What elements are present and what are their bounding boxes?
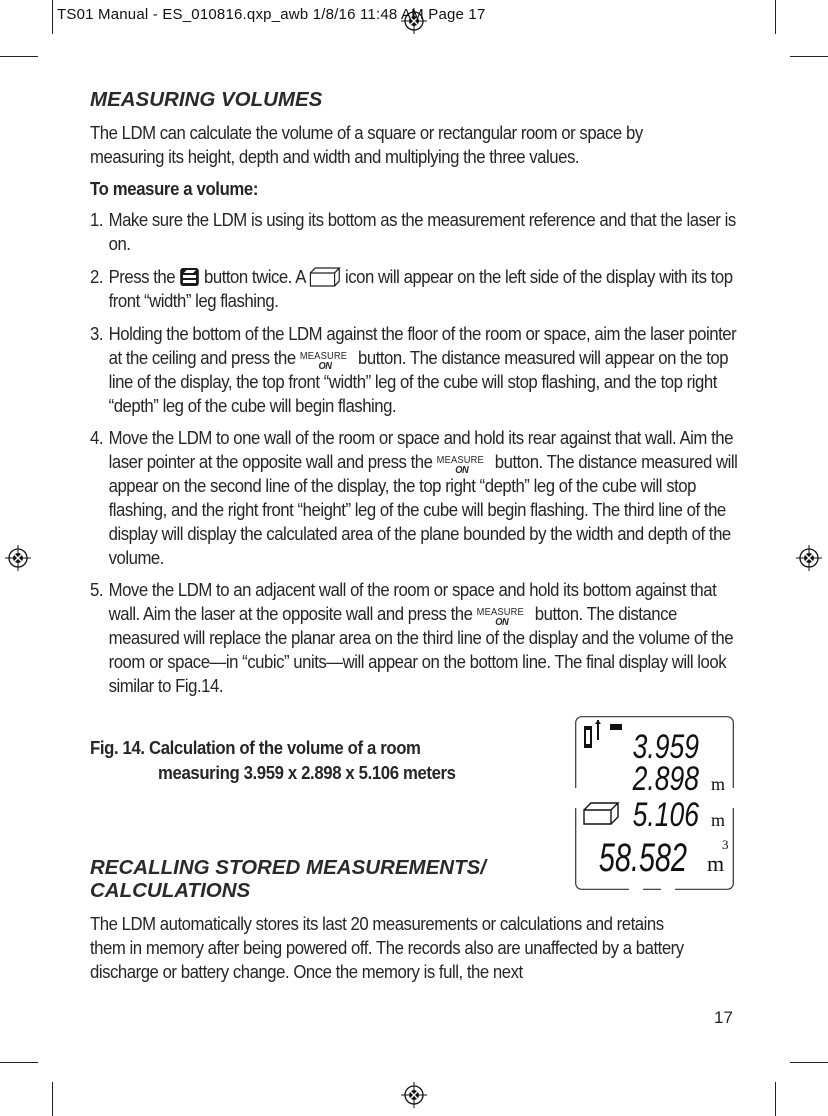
step-number: 2. xyxy=(90,267,104,287)
measure-on-button-label: MEASURE ON xyxy=(299,351,348,372)
step-text: Holding the bottom of the LDM against the floor of the room or space, aim the laser pointer at the ceiling and press the xyxy=(108,324,737,368)
lcd-line-1: 3.959 xyxy=(632,727,699,766)
step-4 xyxy=(90,426,741,570)
page-number: 17 xyxy=(714,1008,733,1027)
heading-recalling-line-2: CALCULATIONS xyxy=(90,879,251,902)
registration-mark-icon xyxy=(5,545,31,571)
step-text: Move the LDM to one wall of the room or space and hold its rear against that wall. Aim the laser pointer at the opposite wall and press the xyxy=(108,428,733,472)
lcd-display-figure xyxy=(575,716,734,890)
step-1 xyxy=(90,208,741,256)
step-text: button. The distance measured will appear on the second line of the display, the top right “depth” leg of the cube will stop flashing, and the right front “height” leg of the cube will begin flashing. The third line of the display will display the calculated area of the plane bounded by the width and depth of the volume. xyxy=(108,452,738,568)
step-number: 3. xyxy=(90,324,104,344)
lcd-line-2: 2.898 xyxy=(632,759,699,798)
crop-mark xyxy=(0,1062,38,1063)
measure-on-button-label: MEASURE ON xyxy=(436,455,484,476)
step-5 xyxy=(90,578,741,698)
step-3 xyxy=(90,322,741,418)
intro-paragraph: The LDM can calculate the volume of a square or rectangular room or space by measuring its height, depth and width and multiplying the three values. xyxy=(90,123,643,167)
step-text: Press the xyxy=(108,267,176,287)
lcd-unit: m xyxy=(707,851,725,876)
step-text: button. The distance measured will appear on the top line of the display, the top front “width” leg of the cube will stop flashing, and the top right “depth” leg of the cube will begin flashing. xyxy=(108,348,729,416)
crop-mark xyxy=(775,0,776,34)
step-number: 1. xyxy=(90,210,104,230)
step-text: Make sure the LDM is using its bottom as the measurement reference and that the laser is on. xyxy=(108,210,736,254)
heading-recalling-line-1: RECALLING STORED MEASUREMENTS/ xyxy=(90,856,486,879)
step-text: Move the LDM to an adjacent wall of the room or space and hold its bottom against that wall. Aim the laser at the opposite wall and press the xyxy=(108,580,717,624)
volume-button-icon xyxy=(179,267,199,287)
registration-mark-icon xyxy=(401,1082,427,1108)
lcd-line-3: 5.106 xyxy=(632,795,699,834)
crop-mark xyxy=(0,56,38,57)
lcd-unit: m xyxy=(711,774,726,794)
crop-mark xyxy=(52,1082,53,1116)
crop-mark xyxy=(790,1062,828,1063)
crop-mark xyxy=(775,1082,776,1116)
laser-on-indicator xyxy=(610,724,622,730)
step-number: 5. xyxy=(90,580,104,600)
measure-on-button-label: MEASURE ON xyxy=(476,607,524,628)
lcd-line-4: 58.582 xyxy=(598,835,687,881)
figure-caption-line-2: measuring 3.959 x 2.898 x 5.106 meters xyxy=(158,763,456,783)
step-text: button twice. A xyxy=(203,267,305,287)
heading-measuring-volumes: MEASURING VOLUMES xyxy=(90,88,323,111)
figure-caption-line-1: Fig. 14. Calculation of the volume of a room xyxy=(90,738,421,758)
cube-icon xyxy=(309,267,341,287)
print-slug: TS01 Manual - ES_010816.qxp_awb 1/8/16 11:48 AM Page 17 xyxy=(57,6,486,23)
subheading-to-measure: To measure a volume: xyxy=(90,179,259,199)
registration-mark-icon xyxy=(796,545,822,571)
crop-mark xyxy=(790,56,828,57)
step-text: icon will appear on the left side of the display with its top front “width” leg flashing. xyxy=(108,267,733,311)
lcd-cube-exponent: 3 xyxy=(722,837,729,852)
recall-paragraph: The LDM automatically stores its last 20 measurements or calculations and retains them in memory after being powered off. The records also are unaffected by a battery discharge or battery change. Once the memory is full, the next xyxy=(90,914,684,982)
step-2 xyxy=(90,265,741,313)
step-number: 4. xyxy=(90,428,104,448)
crop-mark xyxy=(52,0,53,34)
step-text: button. The distance measured will replace the planar area on the third line of the display and the volume of the room or space—in “cubic” units—will appear on the bottom line. The final display will look similar to Fig.14. xyxy=(108,604,734,696)
lcd-unit: m xyxy=(711,810,726,830)
